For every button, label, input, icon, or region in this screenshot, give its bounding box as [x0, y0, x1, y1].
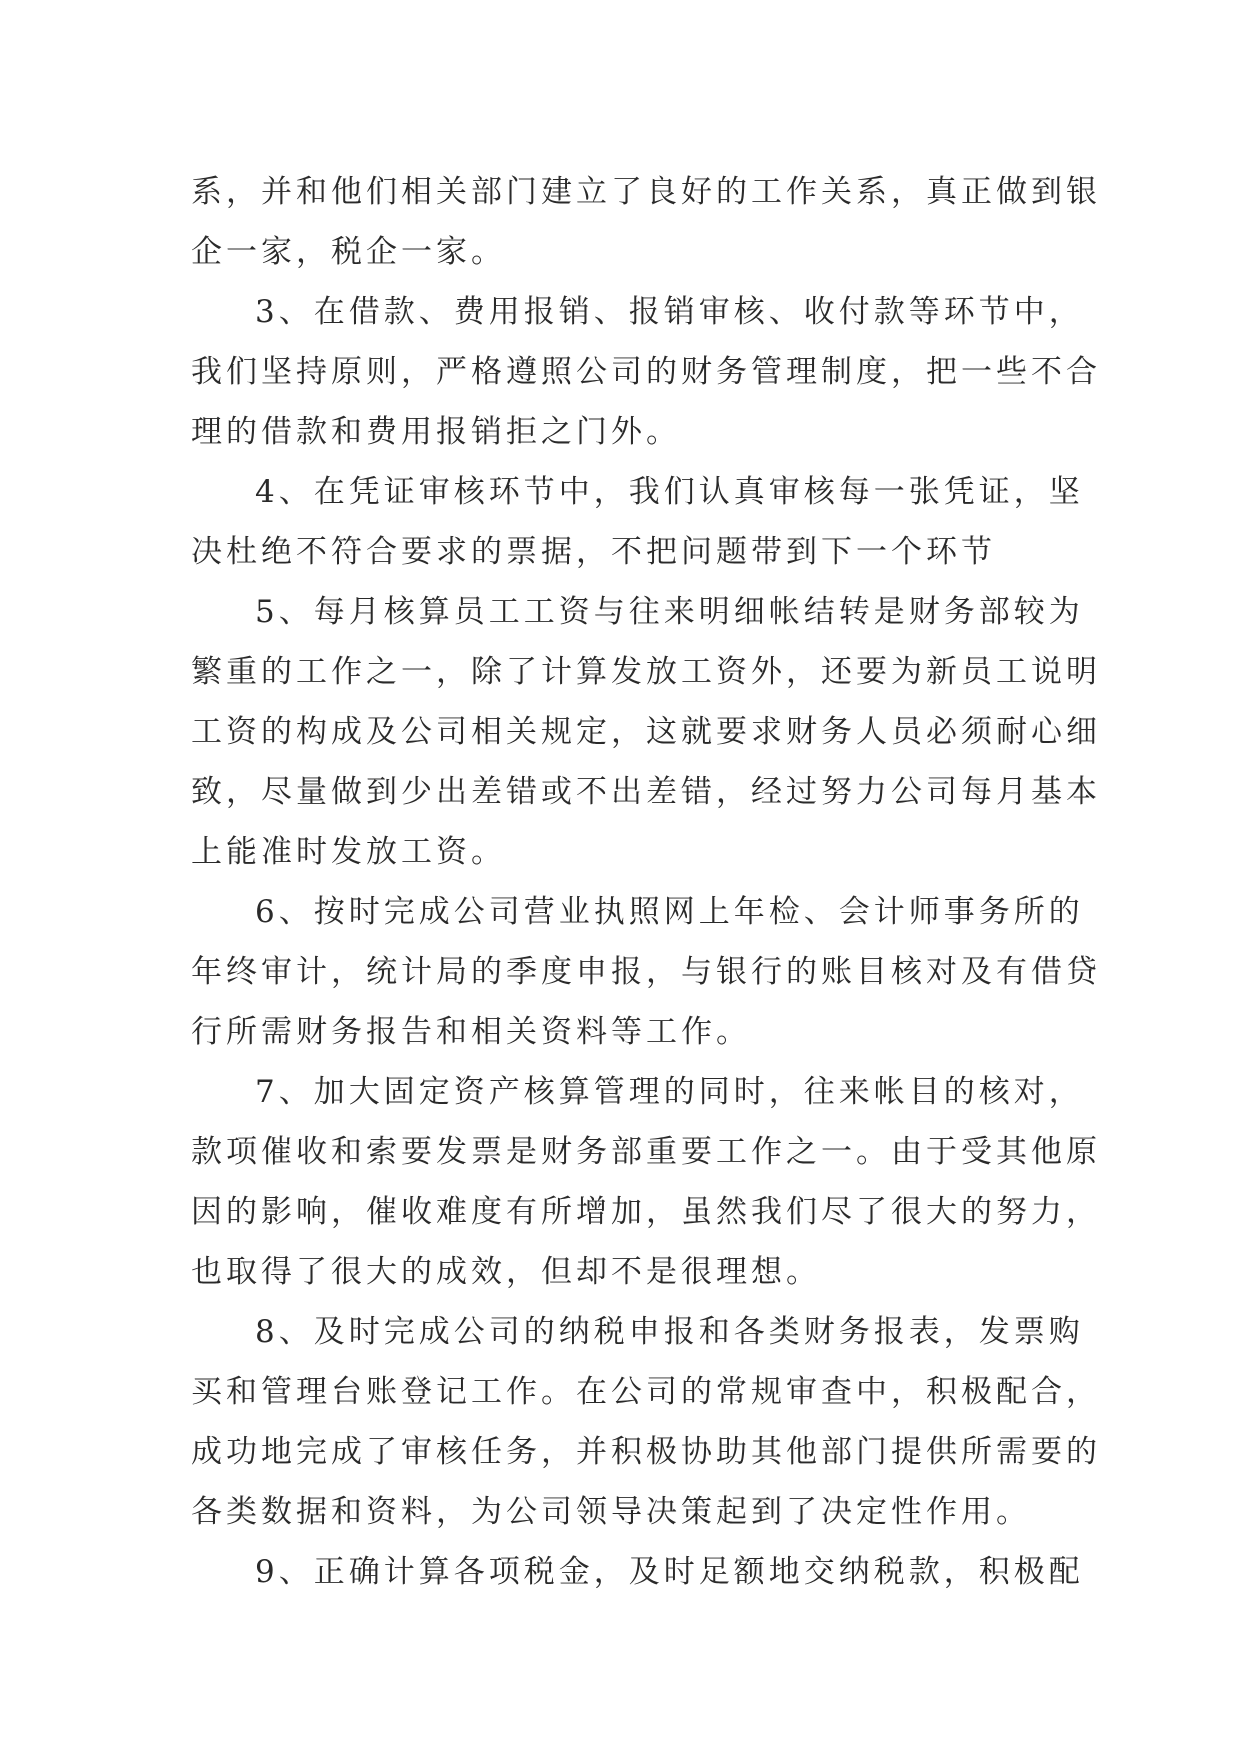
paragraph-start-8: 8、及时完成公司的纳税申报和各类财务报表，发票购 — [255, 1314, 1084, 1350]
text-line: 繁重的工作之一，除了计算发放工资外，还要为新员工说明 — [191, 654, 1101, 690]
paragraph-start-7: 7、加大固定资产核算管理的同时，往来帐目的核对， — [255, 1074, 1084, 1110]
paragraph-start-6: 6、按时完成公司营业执照网上年检、会计师事务所的 — [255, 894, 1084, 930]
text-line: 也取得了很大的成效，但却不是很理想。 — [191, 1254, 821, 1290]
text-line: 行所需财务报告和相关资料等工作。 — [191, 1014, 751, 1050]
text-line: 年终审计，统计局的季度申报，与银行的账目核对及有借贷 — [191, 954, 1101, 990]
text-line: 上能准时发放工资。 — [191, 834, 506, 870]
text-line: 买和管理台账登记工作。在公司的常规审查中，积极配合， — [191, 1374, 1101, 1410]
text-line: 工资的构成及公司相关规定，这就要求财务人员必须耐心细 — [191, 714, 1101, 750]
paragraph-start-9: 9、正确计算各项税金，及时足额地交纳税款，积极配 — [255, 1554, 1084, 1590]
paragraph-start-3: 3、在借款、费用报销、报销审核、收付款等环节中， — [255, 294, 1084, 330]
text-line: 致，尽量做到少出差错或不出差错，经过努力公司每月基本 — [191, 774, 1101, 810]
text-line: 成功地完成了审核任务，并积极协助其他部门提供所需要的 — [191, 1434, 1101, 1470]
text-line: 各类数据和资料，为公司领导决策起到了决定性作用。 — [191, 1494, 1031, 1530]
text-line: 理的借款和费用报销拒之门外。 — [191, 414, 681, 450]
paragraph-start-4: 4、在凭证审核环节中，我们认真审核每一张凭证，坚 — [255, 474, 1084, 510]
text-line: 企一家，税企一家。 — [191, 234, 506, 270]
paragraph-start-5: 5、每月核算员工工资与往来明细帐结转是财务部较为 — [255, 594, 1084, 630]
text-line: 决杜绝不符合要求的票据，不把问题带到下一个环节 — [191, 534, 996, 570]
text-line: 我们坚持原则，严格遵照公司的财务管理制度，把一些不合 — [191, 354, 1101, 390]
text-line: 因的影响，催收难度有所增加，虽然我们尽了很大的努力， — [191, 1194, 1101, 1230]
text-line: 系，并和他们相关部门建立了良好的工作关系，真正做到银 — [191, 174, 1101, 210]
text-line: 款项催收和索要发票是财务部重要工作之一。由于受其他原 — [191, 1134, 1101, 1170]
document-body — [191, 162, 1101, 1602]
